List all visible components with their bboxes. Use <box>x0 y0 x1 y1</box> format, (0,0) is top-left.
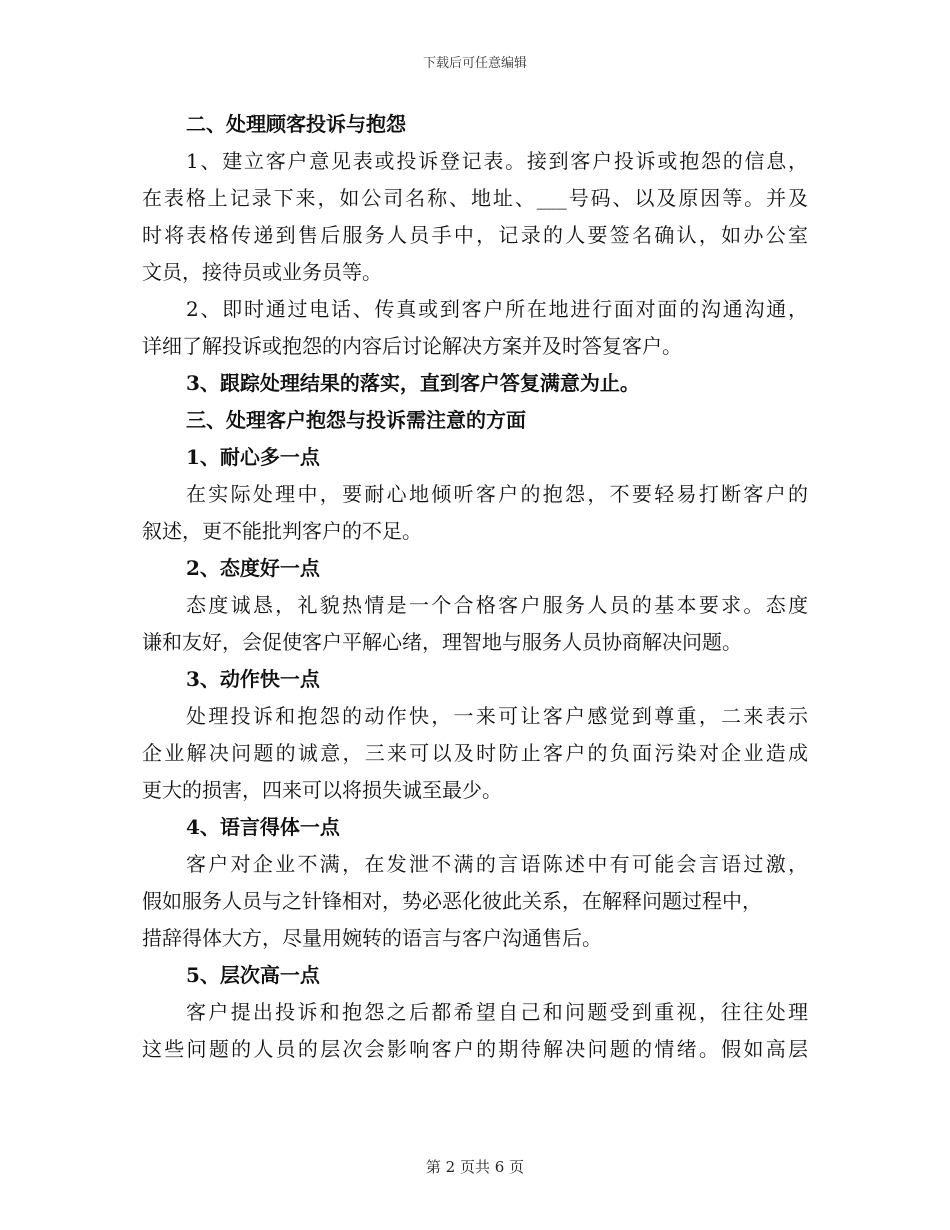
paragraph-line: 1、建立客户意见表或投诉登记表。接到客户投诉或抱怨的信息， <box>186 149 808 173</box>
section-heading: 二、处理顾客投诉与抱怨 <box>186 112 406 136</box>
subsection-heading: 3、动作快一点 <box>186 667 320 691</box>
paragraph-line: 谦和友好，会促使客户平解心绪，理智地与服务人员协商解决问题。 <box>142 630 742 654</box>
subsection-heading: 4、语言得体一点 <box>186 815 340 839</box>
paragraph-line: 客户对企业不满，在发泄不满的言语陈述中有可能会言语过激， <box>186 852 808 876</box>
page-header: 下载后可任意编辑 <box>422 56 527 71</box>
paragraph-line: 措辞得体大方，尽量用婉转的语言与客户沟通售后。 <box>142 926 602 950</box>
section-heading: 三、处理客户抱怨与投诉需注意的方面 <box>186 408 526 432</box>
paragraph-line: 在实际处理中，要耐心地倾听客户的抱怨，不要轻易打断客户的 <box>186 482 808 506</box>
paragraph-line: 态度诚恳，礼貌热情是一个合格客户服务人员的基本要求。态度 <box>186 593 808 617</box>
page-number: 第 2 页共 6 页 <box>425 1158 525 1176</box>
paragraph-line: 客户提出投诉和抱怨之后都希望自己和问题受到重视，往往处理 <box>186 1000 808 1024</box>
subsection-heading: 5、层次高一点 <box>186 963 320 987</box>
paragraph-line: 处理投诉和抱怨的动作快，一来可让客户感觉到尊重，二来表示 <box>186 704 808 728</box>
bold-paragraph: 3、跟踪处理结果的落实，直到客户答复满意为止。 <box>186 371 640 395</box>
paragraph-line: 在表格上记录下来，如公司名称、地址、___号码、以及原因等。并及 <box>142 186 808 210</box>
subsection-heading: 1、耐心多一点 <box>186 445 320 469</box>
document-body <box>142 106 808 1068</box>
paragraph-line: 这些问题的人员的层次会影响客户的期待解决问题的情绪。假如高层 <box>142 1037 808 1061</box>
paragraph-line: 时将表格传递到售后服务人员手中，记录的人要签名确认，如办公室 <box>142 223 808 247</box>
paragraph-line: 2、即时通过电话、传真或到客户所在地进行面对面的沟通沟通， <box>186 297 808 321</box>
subsection-heading: 2、态度好一点 <box>186 556 320 580</box>
paragraph-line: 假如服务人员与之针锋相对，势必恶化彼此关系，在解释问题过程中， <box>142 889 762 913</box>
paragraph-line: 企业解决问题的诚意，三来可以及时防止客户的负面污染对企业造成 <box>142 741 808 765</box>
paragraph-line: 详细了解投诉或抱怨的内容后讨论解决方案并及时答复客户。 <box>142 334 682 358</box>
paragraph-line: 叙述，更不能批判客户的不足。 <box>142 519 422 543</box>
paragraph-line: 文员，接待员或业务员等。 <box>142 260 382 284</box>
paragraph-line: 更大的损害，四来可以将损失诚至最少。 <box>142 778 502 802</box>
